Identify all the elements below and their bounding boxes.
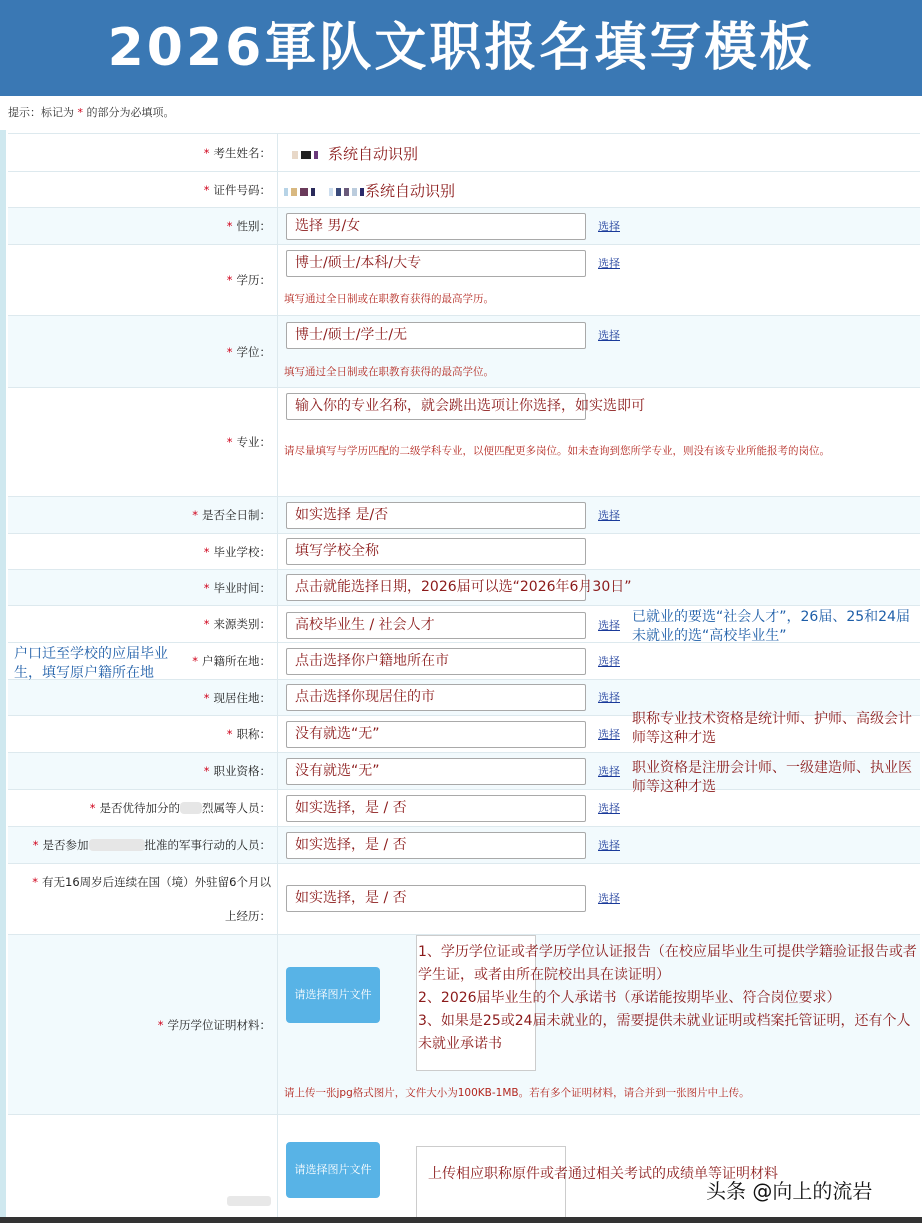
- hukou-select[interactable]: 点击选择你户籍地所在市: [286, 648, 586, 675]
- qualification-select[interactable]: 没有就选“无”: [286, 758, 586, 785]
- label-gender: [8, 208, 278, 244]
- row-military: [8, 826, 920, 863]
- label-text: 性别：: [236, 219, 271, 233]
- redacted-icon: [336, 188, 341, 196]
- required-hint: [8, 104, 175, 120]
- label-text: 学历学位证明材料：: [167, 1017, 271, 1032]
- education-helper-text: 填写通过全日制或在职教育获得的最高学历。: [284, 293, 494, 305]
- edu-proof-upload-button[interactable]: 请选择图片文件: [286, 967, 380, 1023]
- hukou-annotation: 户口迁至学校的应届毕业生，填写原户籍所在地: [14, 646, 168, 681]
- title-pick-link[interactable]: 选择: [598, 728, 620, 741]
- education-pick-link[interactable]: 选择: [598, 257, 620, 270]
- row-name: [8, 133, 920, 171]
- redacted-icon: [344, 188, 349, 196]
- name-value: [292, 143, 418, 164]
- title-select[interactable]: 没有就选“无”: [286, 721, 586, 748]
- source-type-annotation: 已就业的要选“社会人才”，26届、25和24届未就业的选“高校毕业生”: [632, 609, 910, 644]
- full-time-select[interactable]: 如实选择 是/否: [286, 502, 586, 529]
- required-star-icon: *: [77, 106, 83, 119]
- label-degree: [8, 316, 278, 387]
- edu-proof-note-1: 1、学历学位证或者学历学位认证报告（在校应届毕业生可提供学籍验证报告或者学生证，或者由所在院校出具在读证明）: [418, 944, 917, 983]
- redacted-icon: [314, 151, 318, 159]
- required-star-icon: *: [226, 344, 233, 359]
- page-banner-title: 2026軍队文职报名填写模板: [0, 0, 922, 96]
- abroad-select[interactable]: 如实选择，是 / 否: [286, 885, 586, 912]
- degree-pick-link[interactable]: 选择: [598, 329, 620, 342]
- edu-proof-notes: [418, 941, 918, 1056]
- label-text: 考生姓名：: [213, 145, 271, 160]
- label-grad-date: [8, 570, 278, 605]
- edu-proof-note-2: 2、2026届毕业生的个人承诺书（承诺能按期毕业、符合岗位要求）: [418, 990, 841, 1006]
- label-abroad: [8, 864, 278, 934]
- label-text: 烈属等人员：: [202, 801, 271, 815]
- gender-pick-link[interactable]: 选择: [598, 220, 620, 233]
- label-text: 毕业时间：: [213, 580, 271, 595]
- label-text: 学历：: [236, 273, 271, 287]
- row-school: [8, 533, 920, 569]
- edu-proof-helper-text: 请上传一张jpg格式图片，文件大小为100KB-1MB。若有多个证明材料，请合并到一张图片中上传。: [284, 1087, 750, 1099]
- required-star-icon: *: [32, 838, 39, 852]
- auto-detect-text: 系统自动识别: [365, 182, 456, 200]
- required-star-icon: *: [226, 219, 233, 233]
- gender-select[interactable]: 选择 男/女: [286, 213, 586, 240]
- priority-pick-link[interactable]: 选择: [598, 802, 620, 815]
- label-text: 上经历：: [225, 909, 271, 923]
- required-star-icon: *: [203, 145, 210, 160]
- label-text: 现居住地：: [213, 690, 271, 705]
- label-source-type: [8, 606, 278, 642]
- label-id-number: [8, 172, 278, 207]
- row-gender: [8, 207, 920, 244]
- required-star-icon: *: [203, 182, 210, 197]
- label-title-proof: [8, 1115, 278, 1217]
- redacted-icon: [180, 802, 202, 814]
- military-select[interactable]: 如实选择，是 / 否: [286, 832, 586, 859]
- education-select[interactable]: 博士/硕士/本科/大专: [286, 250, 586, 277]
- label-residence: [8, 680, 278, 715]
- required-star-icon: *: [203, 580, 210, 595]
- redacted-icon: [300, 188, 308, 196]
- label-title: [8, 716, 278, 752]
- grad-date-picker[interactable]: 点击就能选择日期，2026届可以选“2026年6月30日”: [286, 574, 586, 601]
- degree-helper-text: 填写通过全日制或在职教育获得的最高学位。: [284, 366, 494, 378]
- label-text: 批准的军事行动的人员：: [144, 838, 271, 852]
- required-star-icon: *: [203, 690, 210, 705]
- label-edu-proof: [8, 935, 278, 1114]
- row-full-time: [8, 496, 920, 533]
- required-star-icon: *: [226, 273, 233, 287]
- hukou-pick-link[interactable]: 选择: [598, 655, 620, 668]
- row-grad-date: [8, 569, 920, 605]
- abroad-pick-link[interactable]: 选择: [598, 892, 620, 905]
- label-text: 有无16周岁后连续在国（境）外驻留6个月以: [42, 875, 271, 889]
- label-text: 是否参加: [42, 838, 89, 852]
- required-star-icon: *: [192, 508, 198, 522]
- major-input[interactable]: 输入你的专业名称，就会跳出选项让你选择，如实选即可: [286, 393, 586, 420]
- required-star-icon: *: [203, 617, 210, 631]
- required-star-icon: *: [157, 1017, 164, 1032]
- source-type-pick-link[interactable]: 选择: [598, 619, 620, 632]
- full-time-pick-link[interactable]: 选择: [598, 509, 620, 522]
- label-major: [8, 388, 278, 496]
- military-pick-link[interactable]: 选择: [598, 839, 620, 852]
- degree-select[interactable]: 博士/硕士/学士/无: [286, 322, 586, 349]
- source-type-select[interactable]: 高校毕业生 / 社会人才: [286, 612, 586, 639]
- redacted-icon: [284, 188, 288, 196]
- required-star-icon: *: [192, 654, 198, 668]
- required-star-icon: *: [203, 764, 210, 778]
- hint-prefix: 提示：标记为: [8, 106, 74, 119]
- required-star-icon: *: [226, 727, 233, 741]
- residence-select[interactable]: 点击选择你现居住的市: [286, 684, 586, 711]
- id-number-value: [284, 180, 455, 201]
- redacted-icon: [292, 151, 298, 159]
- redacted-icon: [227, 1196, 271, 1206]
- redacted-icon: [301, 151, 311, 159]
- label-text: 来源类别：: [213, 617, 271, 631]
- label-text: 职称：: [236, 727, 271, 741]
- title-proof-note: 上传相应职称原件或者通过相关考试的成绩单等证明材料: [428, 1166, 778, 1182]
- qualification-annotation: 职业资格是注册会计师、一级建造师、执业医师等这种才选: [632, 760, 912, 795]
- required-star-icon: *: [203, 544, 210, 559]
- bottom-bar: [0, 1217, 922, 1223]
- label-text: 毕业学校：: [213, 544, 271, 559]
- label-qualification: [8, 753, 278, 789]
- title-annotation: 职称专业技术资格是统计师、护师、高级会计师等这种才选: [632, 711, 912, 746]
- redacted-icon: [291, 188, 297, 196]
- title-proof-upload-button[interactable]: 请选择图片文件: [286, 1142, 380, 1198]
- label-priority: [8, 790, 278, 826]
- priority-select[interactable]: 如实选择，是 / 否: [286, 795, 586, 822]
- row-abroad: [8, 863, 920, 934]
- watermark: 头条 @向上的流岩: [706, 1179, 873, 1203]
- auto-detect-text: 系统自动识别: [328, 145, 419, 163]
- label-text: 是否优待加分的: [99, 801, 180, 815]
- school-input[interactable]: 填写学校全称: [286, 538, 586, 565]
- redacted-icon: [89, 839, 145, 851]
- row-education: [8, 244, 920, 315]
- label-text: 户籍所在地：: [202, 654, 271, 668]
- hint-suffix: 的部分为必填项。: [86, 106, 175, 119]
- residence-pick-link[interactable]: 选择: [598, 691, 620, 704]
- label-text: 学位：: [236, 344, 271, 359]
- redacted-icon: [311, 188, 315, 196]
- edu-proof-note-3: 3、如果是25或24届未就业的，需要提供未就业证明或档案托管证明，还有个人未就业承诺书: [418, 1013, 911, 1052]
- label-full-time: [8, 497, 278, 533]
- label-education: [8, 245, 278, 315]
- label-text: 职业资格：: [213, 764, 271, 778]
- row-edu-proof: [8, 934, 920, 1114]
- redacted-icon: [360, 188, 364, 196]
- major-helper-text: 请尽量填写与学历匹配的二级学科专业，以便匹配更多岗位。如未查询到您所学专业，则没有该专业所能报考的岗位。: [284, 445, 830, 457]
- label-name: [8, 134, 278, 171]
- row-major: [8, 387, 920, 496]
- label-school: [8, 534, 278, 569]
- row-id-number: [8, 171, 920, 207]
- redacted-icon: [329, 188, 333, 196]
- row-degree: [8, 315, 920, 387]
- label-text: 证件号码：: [213, 182, 271, 197]
- label-text: 专业：: [236, 435, 271, 449]
- required-star-icon: *: [89, 801, 96, 815]
- qualification-pick-link[interactable]: 选择: [598, 765, 620, 778]
- label-military: [8, 827, 278, 863]
- label-text: 是否全日制：: [202, 508, 271, 522]
- redacted-icon: [352, 188, 357, 196]
- required-star-icon: *: [32, 875, 39, 889]
- required-star-icon: *: [226, 435, 233, 449]
